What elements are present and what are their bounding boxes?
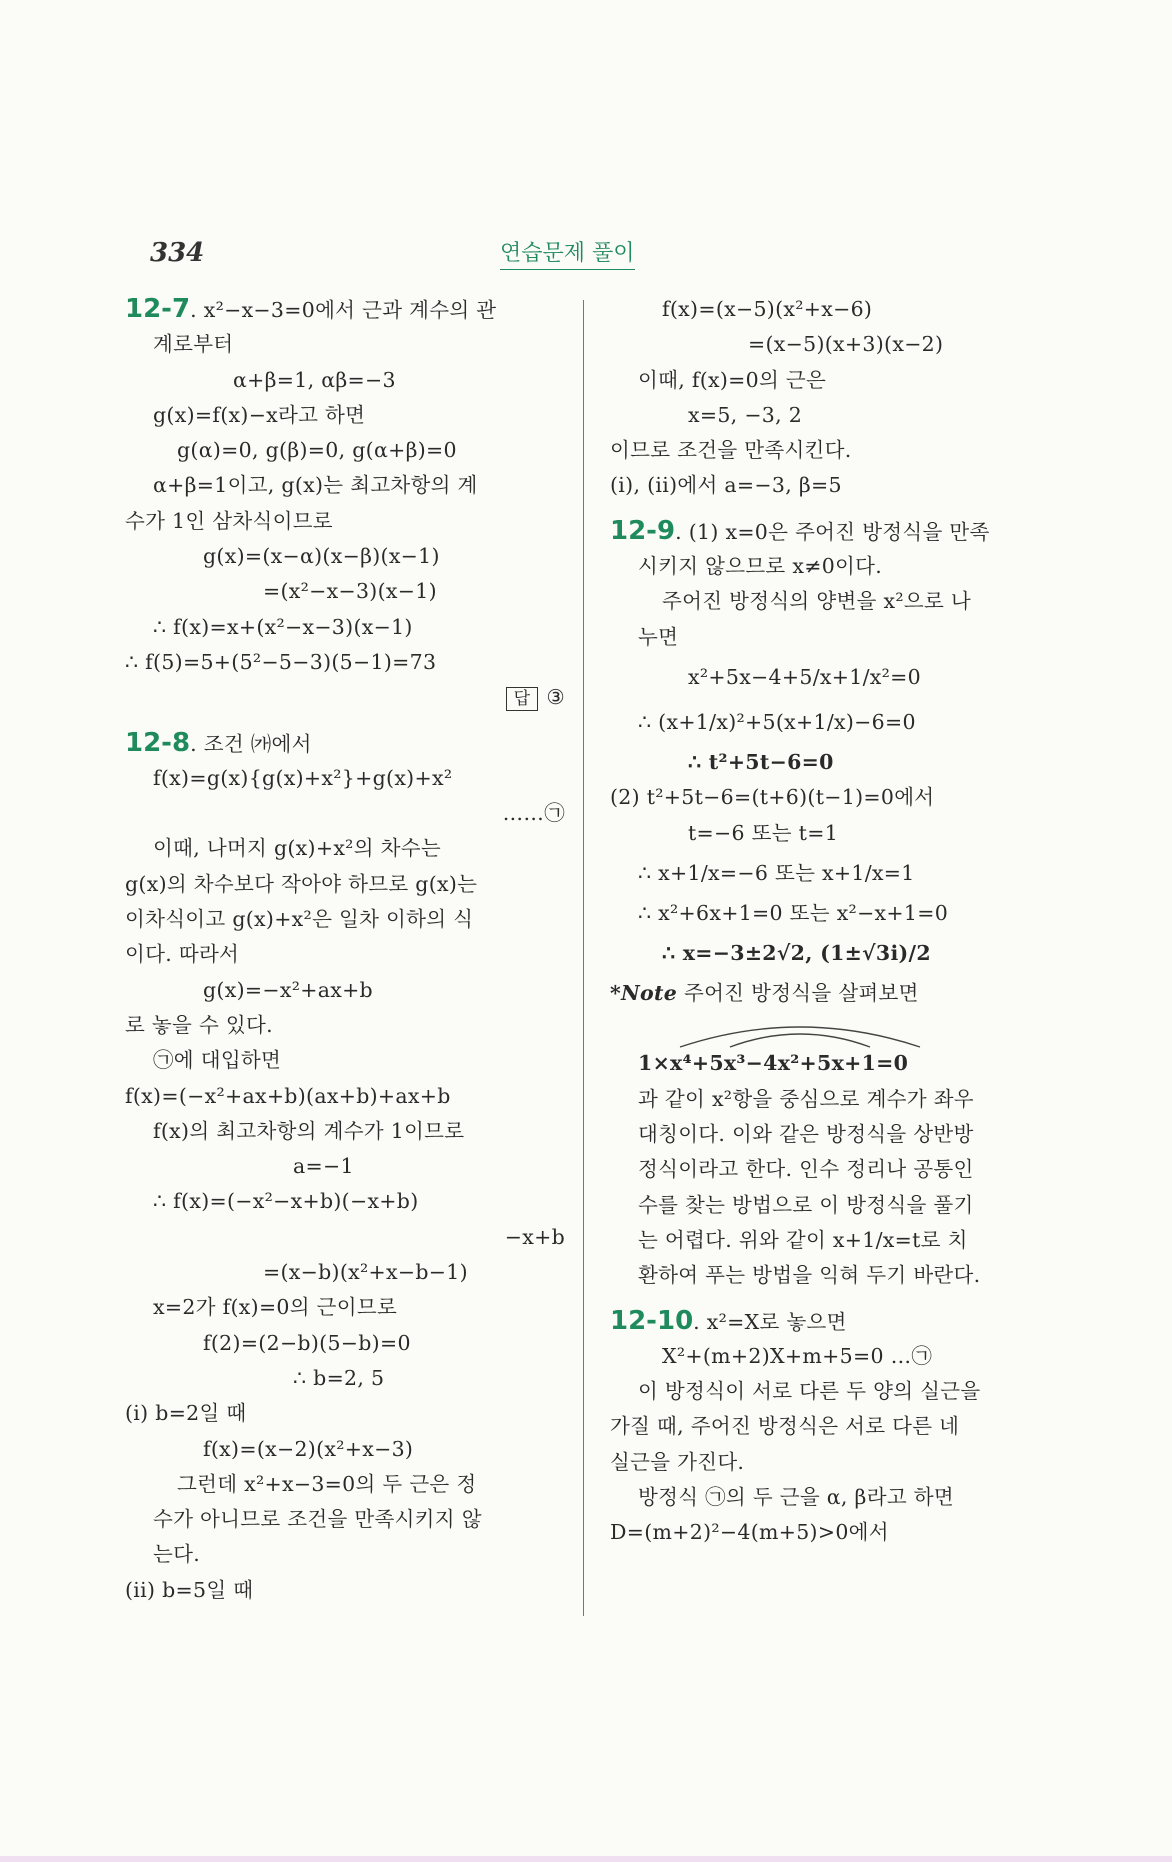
line-text: g(x)의 차수보다 작아야 하므로 g(x)는: [125, 871, 478, 896]
text-line: [125, 1396, 565, 1431]
symmetry-arc-icon: [610, 1011, 1050, 1046]
text-line: [125, 363, 565, 398]
line-text: f(2)=(2−b)(5−b)=0: [203, 1330, 411, 1355]
line-text: 시키지 않으므로 x≠0이다.: [638, 554, 883, 579]
line-text: 로 놓을 수 있다.: [125, 1012, 273, 1037]
line-text: 는 어렵다. 위와 같이 x+1/x=t로 치: [638, 1227, 968, 1252]
text-line: [125, 610, 565, 645]
text-line: [610, 1188, 1050, 1223]
text-line: [610, 1046, 1050, 1081]
line-text: g(x)=−x²+ax+b: [203, 977, 373, 1002]
line-text: 방정식 ㉠의 두 근을 α, β라고 하면: [638, 1485, 954, 1510]
text-line: [610, 1374, 1050, 1409]
line-text: ∴ f(x)=x+(x²−x−3)(x−1): [153, 614, 413, 639]
line-text: a=−1: [293, 1154, 354, 1179]
line-text: 실근을 가진다.: [610, 1449, 745, 1474]
line-text: . 조건 ㈎에서: [190, 731, 312, 756]
text-line: [610, 363, 1050, 398]
text-line: [610, 1480, 1050, 1515]
text-line: [125, 327, 565, 362]
line-text: ㉠에 대입하면: [153, 1048, 282, 1073]
text-line: [125, 1361, 565, 1396]
line-text: (ii) b=5일 때: [125, 1577, 254, 1602]
text-line: [125, 761, 565, 796]
text-line: [610, 816, 1050, 851]
line-text: 이때, 나머지 g(x)+x²의 차수는: [153, 836, 441, 861]
text-line: [610, 327, 1050, 362]
line-text: f(x)=g(x){g(x)+x²}+g(x)+x²: [153, 765, 453, 790]
text-line: [125, 796, 565, 831]
text-line: [125, 1290, 565, 1325]
text-line: [125, 574, 565, 609]
note-label: *Note: [610, 981, 678, 1006]
right-column: [610, 292, 1050, 1551]
text-line: [610, 931, 1050, 976]
line-text: 는다.: [153, 1542, 201, 1567]
line-text: ∴ f(5)=5+(5²−5−3)(5−1)=73: [125, 649, 437, 674]
line-text: x=5, −3, 2: [688, 402, 803, 427]
line-text: f(x)=(−x²+ax+b)(ax+b)+ax+b: [125, 1083, 451, 1108]
line-text: ∴ t²+5t−6=0: [688, 749, 834, 774]
text-line: [125, 1008, 565, 1043]
line-text: ∴ f(x)=(−x²−x+b)(−x+b): [153, 1189, 419, 1214]
line-text: D=(m+2)²−4(m+5)>0에서: [610, 1520, 889, 1545]
problem-number: 12-8: [125, 727, 191, 758]
line-text: (i), (ii)에서 a=−3, β=5: [610, 473, 842, 498]
text-line: [125, 398, 565, 433]
text-line: [125, 867, 565, 902]
line-text: 이 방정식이 서로 다른 두 양의 실근을: [638, 1379, 981, 1404]
line-text: 1×x⁴+5x³−4x²+5x+1=0: [638, 1051, 909, 1076]
text-line: [610, 896, 1050, 931]
line-text: . x²−x−3=0에서 근과 계수의 관: [190, 298, 497, 322]
text-line: [125, 1467, 565, 1502]
text-line: [125, 1220, 565, 1255]
problem-heading: [125, 292, 565, 327]
line-text: α+β=1, αβ=−3: [233, 367, 396, 392]
line-text: f(x)=(x−2)(x²+x−3): [203, 1436, 414, 1461]
left-column: [125, 292, 565, 1608]
text-line: [610, 1515, 1050, 1550]
line-text: g(α)=0, g(β)=0, g(α+β)=0: [177, 438, 457, 463]
text-line: [610, 700, 1050, 745]
problem-number: 12-9: [610, 515, 676, 546]
text-line: [610, 1409, 1050, 1444]
line-text: 그런데 x²+x−3=0의 두 근은 정: [177, 1471, 477, 1496]
page-number: 334: [150, 238, 205, 268]
text-line: [125, 973, 565, 1008]
line-text: X²+(m+2)X+m+5=0 …㉠: [662, 1343, 933, 1368]
problem-number: 12-7: [125, 294, 191, 324]
text-line: [125, 1255, 565, 1290]
line-text: ∴ (x+1/x)²+5(x+1/x)−6=0: [638, 709, 916, 734]
answer-choice: ③: [546, 685, 565, 710]
text-line: [610, 1445, 1050, 1480]
text-line: [610, 1339, 1050, 1374]
line-text: g(x)=(x−α)(x−β)(x−1): [203, 544, 440, 569]
text-line: [125, 1184, 565, 1219]
line-text: ∴ x=−3±2√2, (1±√3i)/2: [662, 941, 931, 966]
text-line: [125, 1079, 565, 1114]
line-text: f(x)=(x−5)(x²+x−6): [662, 297, 873, 321]
line-text: 이차식이고 g(x)+x²은 일차 이하의 식: [125, 907, 474, 932]
line-text: ∴ b=2, 5: [293, 1365, 385, 1390]
line-text: . (1) x=0은 주어진 방정식을 만족: [675, 519, 990, 544]
text-line: [125, 1149, 565, 1184]
text-line: [125, 1326, 565, 1361]
problem-heading: [610, 1304, 1050, 1339]
text-line: [125, 433, 565, 468]
line-text: 수가 아니므로 조건을 만족시키지 않: [153, 1507, 482, 1532]
bottom-edge-strip: [0, 1856, 1172, 1862]
text-line: [125, 1043, 565, 1078]
column-divider: [583, 300, 584, 1616]
line-text: f(x)의 최고차항의 계수가 1이므로: [153, 1118, 465, 1143]
text-line: [125, 937, 565, 972]
text-line: [610, 851, 1050, 896]
answer-line: [125, 680, 565, 715]
running-title: 연습문제 풀이: [500, 236, 635, 270]
text-line: [125, 645, 565, 680]
text-line: [125, 504, 565, 539]
line-text: 대칭이다. 이와 같은 방정식을 상반방: [638, 1122, 974, 1147]
text-line: [610, 1223, 1050, 1258]
line-text: −x+b: [504, 1224, 565, 1249]
text-line: [610, 976, 1050, 1011]
line-text: ……㉠: [502, 801, 565, 826]
text-line: [610, 468, 1050, 503]
text-line: [610, 398, 1050, 433]
line-text: 이므로 조건을 만족시킨다.: [610, 438, 852, 463]
line-text: g(x)=f(x)−x라고 하면: [153, 402, 366, 427]
line-text: 과 같이 x²항을 중심으로 계수가 좌우: [638, 1086, 974, 1111]
text-line: [125, 539, 565, 574]
text-line: [610, 1117, 1050, 1152]
line-text: ∴ x+1/x=−6 또는 x+1/x=1: [638, 860, 915, 885]
line-text: 정식이라고 한다. 인수 정리나 공통인: [638, 1157, 974, 1182]
text-line: [125, 831, 565, 866]
text-line: [125, 1114, 565, 1149]
line-text: x=2가 f(x)=0의 근이므로: [153, 1295, 398, 1320]
problem-heading: [125, 726, 565, 761]
text-line: [610, 780, 1050, 815]
line-text: 환하여 푸는 방법을 익혀 두기 바란다.: [638, 1263, 981, 1288]
text-line: [610, 549, 1050, 584]
line-text: t=−6 또는 t=1: [688, 820, 839, 845]
answer-label-box: 답: [506, 687, 539, 711]
text-line: [125, 1573, 565, 1608]
line-text: (2) t²+5t−6=(t+6)(t−1)=0에서: [610, 785, 935, 810]
line-text: =(x−5)(x+3)(x−2): [748, 332, 944, 357]
line-text: =(x²−x−3)(x−1): [263, 579, 437, 604]
line-text: α+β=1이고, g(x)는 최고차항의 계: [153, 473, 478, 498]
text-line: [610, 655, 1050, 700]
text-line: [610, 1152, 1050, 1187]
problem-heading: [610, 514, 1050, 549]
line-text: ∴ x²+6x+1=0 또는 x²−x+1=0: [638, 900, 949, 925]
line-text: x²+5x−4+5/x+1/x²=0: [688, 664, 921, 689]
line-text: 주어진 방정식을 살펴보면: [677, 981, 919, 1006]
text-line: [125, 1537, 565, 1572]
text-line: [125, 468, 565, 503]
text-line: [125, 902, 565, 937]
problem-number: 12-10: [610, 1305, 694, 1336]
line-text: 수를 찾는 방법으로 이 방정식을 풀기: [638, 1192, 974, 1217]
text-line: [610, 292, 1050, 327]
text-line: [610, 745, 1050, 780]
line-text: 주어진 방정식의 양변을 x²으로 나: [662, 589, 971, 614]
line-text: 이다. 따라서: [125, 942, 240, 967]
line-text: 수가 1인 삼차식이므로: [125, 508, 333, 533]
line-text: 가질 때, 주어진 방정식은 서로 다른 네: [610, 1414, 960, 1439]
text-line: [610, 433, 1050, 468]
text-line: [610, 620, 1050, 655]
text-line: [125, 1432, 565, 1467]
line-text: 누면: [638, 624, 679, 649]
line-text: =(x−b)(x²+x−b−1): [263, 1260, 468, 1285]
text-line: [610, 1082, 1050, 1117]
text-line: [610, 1258, 1050, 1293]
line-text: 계로부터: [153, 332, 234, 357]
text-line: [125, 1502, 565, 1537]
line-text: . x²=X로 놓으면: [693, 1309, 847, 1334]
text-line: [610, 584, 1050, 619]
line-text: 이때, f(x)=0의 근은: [638, 367, 827, 392]
line-text: (i) b=2일 때: [125, 1401, 247, 1426]
